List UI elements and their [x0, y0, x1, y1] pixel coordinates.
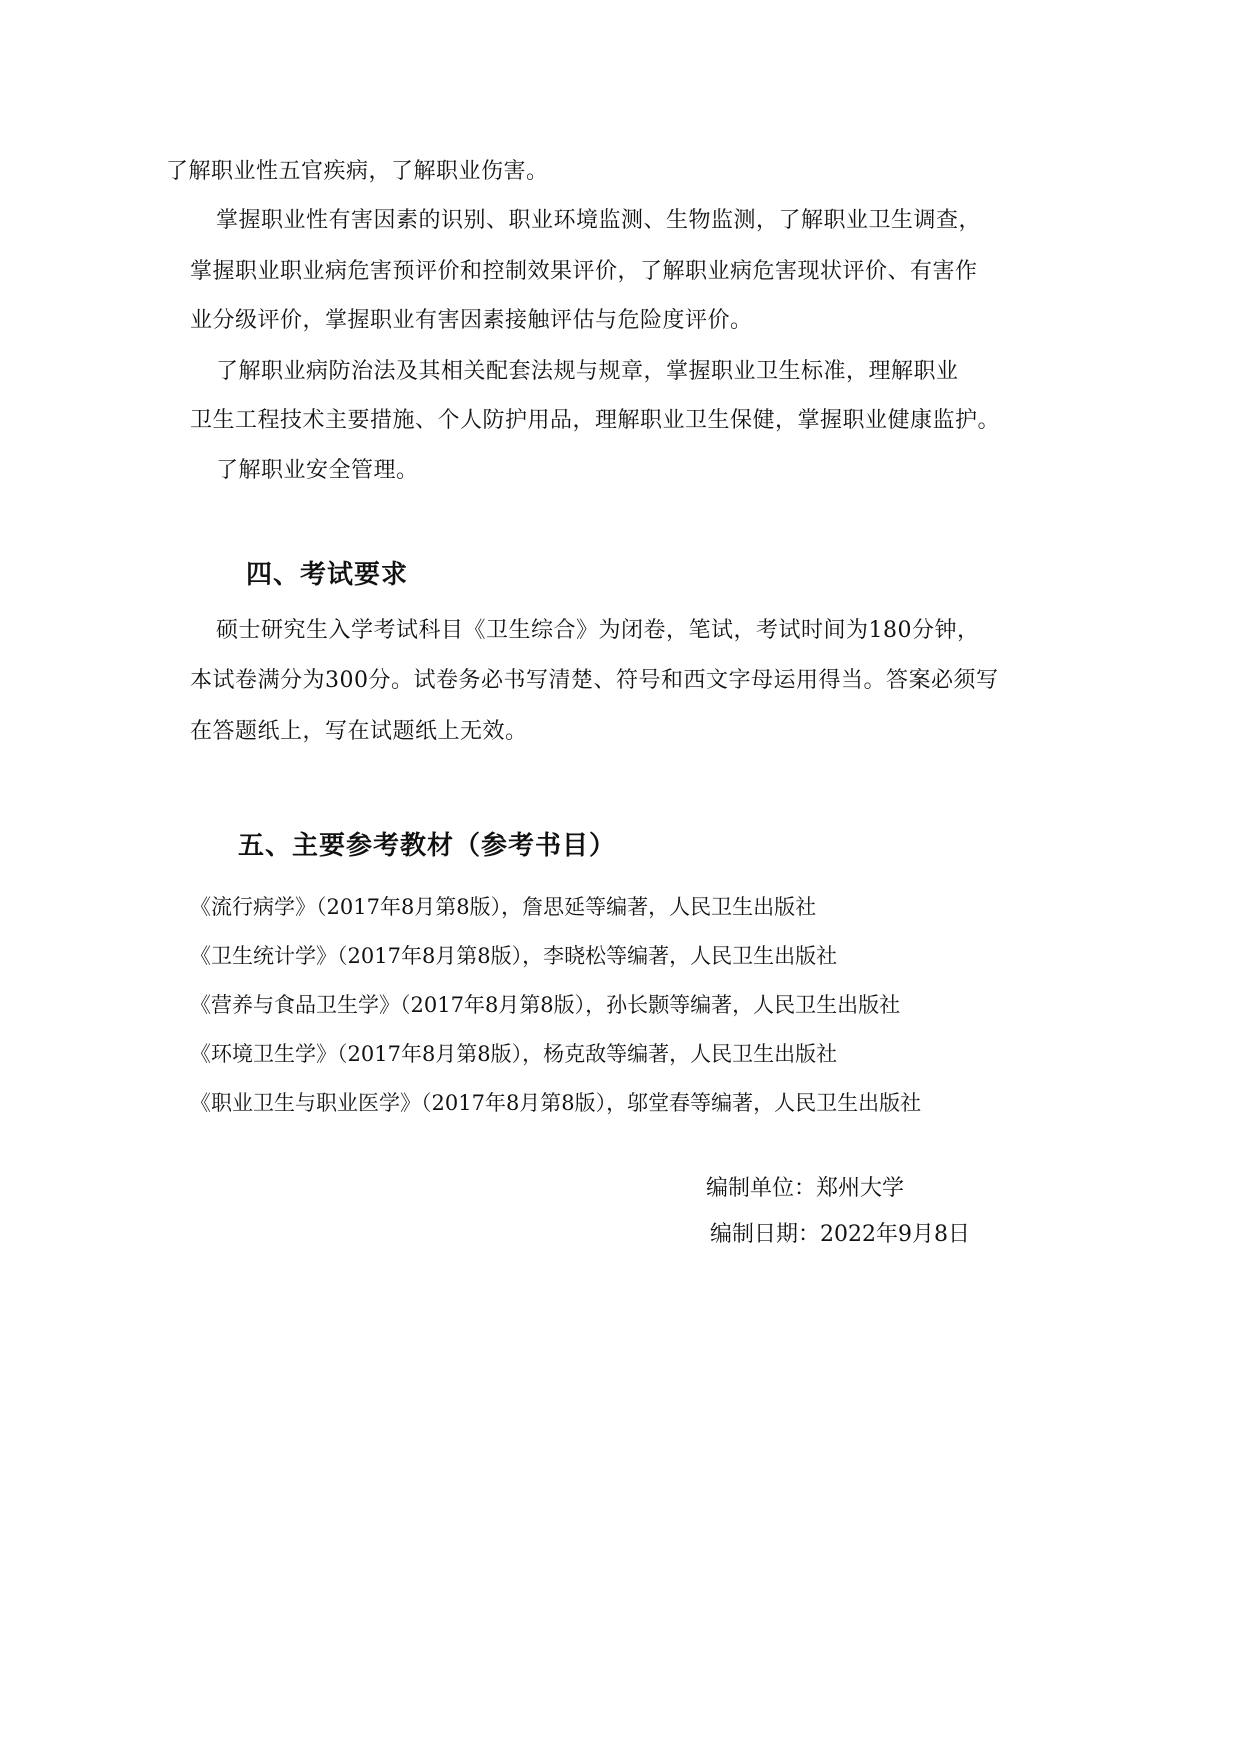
compiling-unit: 编制单位：郑州大学 [706, 1176, 905, 1201]
reference-item: 《环境卫生学》（2017年8月第8版），杨克敌等编著，人民卫生出版社 [190, 1042, 838, 1066]
reference-item: 《流行病学》（2017年8月第8版），詹思延等编著，人民卫生出版社 [190, 895, 817, 919]
reference-item: 《营养与食品卫生学》（2017年8月第8版），孙长颢等编著，人民卫生出版社 [190, 993, 901, 1017]
body-line: 在答题纸上，写在试题纸上无效。 [190, 719, 528, 744]
section-heading: 五、主要参考教材（参考书目） [238, 831, 617, 861]
body-line: 本试卷满分为300分。试卷务必书写清楚、符号和西文字母运用得当。答案必须写 [190, 668, 999, 693]
body-line: 卫生工程技术主要措施、个人防护用品，理解职业卫生保健，掌握职业健康监护。 [190, 408, 1001, 433]
body-line: 硕士研究生入学考试科目《卫生综合》为闭卷，笔试，考试时间为180分钟， [216, 618, 980, 643]
compiling-date: 编制日期：2022年9月8日 [710, 1222, 970, 1247]
reference-item: 《职业卫生与职业医学》（2017年8月第8版），邬堂春等编著，人民卫生出版社 [190, 1091, 922, 1115]
section-heading: 四、考试要求 [246, 560, 409, 590]
body-line: 掌握职业职业病危害预评价和控制效果评价，了解职业病危害现状评价、有害作 [190, 259, 978, 284]
reference-item: 《卫生统计学》（2017年8月第8版），李晓松等编著，人民卫生出版社 [190, 944, 838, 968]
body-line: 了解职业性五官疾病，了解职业伤害。 [166, 159, 549, 184]
body-line: 了解职业病防治法及其相关配套法规与规章，掌握职业卫生标准，理解职业 [216, 359, 959, 384]
body-line: 了解职业安全管理。 [216, 458, 419, 483]
body-line: 掌握职业性有害因素的识别、职业环境监测、生物监测，了解职业卫生调查， [216, 208, 982, 233]
body-line: 业分级评价，掌握职业有害因素接触评估与危险度评价。 [190, 308, 753, 333]
